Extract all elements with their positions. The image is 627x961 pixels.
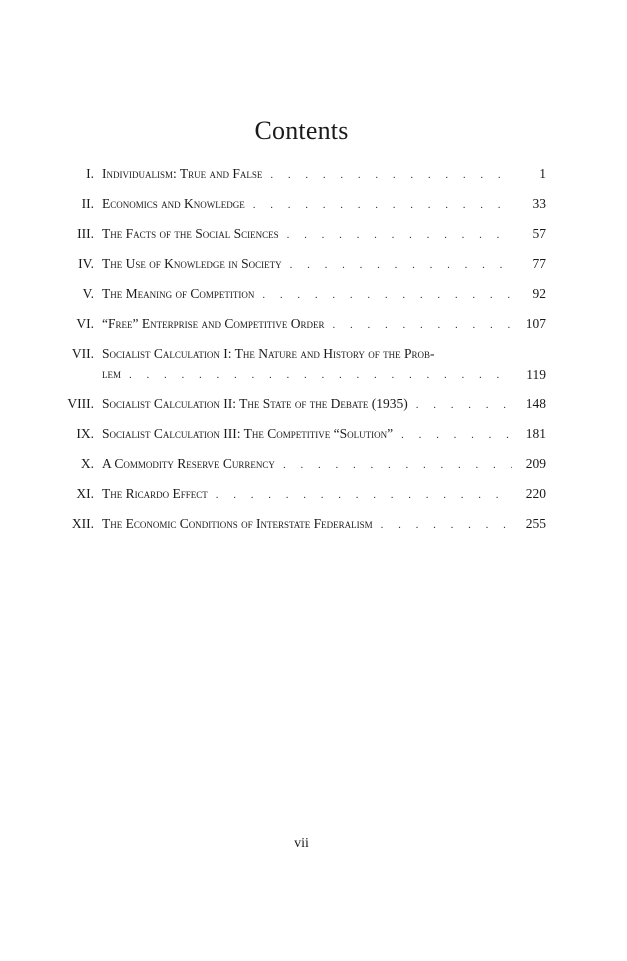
chapter-title-line-1: Socialist Calculation I: The Nature and History of the Prob- xyxy=(102,346,435,361)
toc-entry[interactable] xyxy=(56,344,546,385)
page-number: 1 xyxy=(539,166,546,181)
toc-entry[interactable] xyxy=(56,454,546,475)
toc-entry[interactable] xyxy=(56,194,546,215)
toc-entry[interactable] xyxy=(56,284,546,305)
chapter-number: IV. xyxy=(78,256,94,271)
page-number: 220 xyxy=(525,486,546,501)
chapter-title: The Facts of the Social Sciences xyxy=(102,226,279,241)
chapter-title: The Ricardo Effect xyxy=(102,486,208,501)
toc-entry[interactable] xyxy=(56,394,546,415)
toc-entry[interactable] xyxy=(56,484,546,505)
table-of-contents xyxy=(56,164,546,544)
dot-leader xyxy=(325,315,513,335)
page-title: Contents xyxy=(254,116,349,145)
page-number: 209 xyxy=(525,456,546,471)
chapter-number: VIII. xyxy=(67,396,94,411)
chapter-number: VI. xyxy=(76,316,94,331)
dot-leader xyxy=(208,485,512,505)
chapter-title: Socialist Calculation III: The Competitive “Solution” xyxy=(102,426,394,441)
dot-leader xyxy=(393,425,512,445)
toc-entry[interactable] xyxy=(56,254,546,275)
chapter-title: The Economic Conditions of Interstate Federalism xyxy=(102,516,373,531)
dot-leader xyxy=(408,395,512,415)
chapter-title-line-2: lem xyxy=(102,366,121,381)
page-number: 107 xyxy=(525,316,546,331)
page-number: 92 xyxy=(532,286,546,301)
page-number: 255 xyxy=(525,516,546,531)
page-number: 148 xyxy=(525,396,546,411)
chapter-title: Individualism: True and False xyxy=(102,166,263,181)
toc-entry[interactable] xyxy=(56,164,546,185)
chapter-title: The Meaning of Competition xyxy=(102,286,255,301)
chapter-number: X. xyxy=(80,456,94,471)
chapter-number: III. xyxy=(77,226,94,241)
dot-leader xyxy=(282,255,512,275)
chapter-number: VII. xyxy=(71,346,94,361)
chapter-title: “Free” Enterprise and Competitive Order xyxy=(102,316,325,331)
page-number: 181 xyxy=(525,426,546,441)
chapter-title: Economics and Knowledge xyxy=(102,196,245,211)
chapter-number: II. xyxy=(81,196,94,211)
page-folio: vii xyxy=(294,836,309,851)
toc-entry[interactable] xyxy=(56,424,546,445)
chapter-title: Socialist Calculation II: The State of the Debate (1935) xyxy=(102,396,408,411)
toc-entry[interactable] xyxy=(56,224,546,245)
toc-entry[interactable] xyxy=(56,514,546,535)
chapter-number: XII. xyxy=(71,516,94,531)
dot-leader xyxy=(279,225,512,245)
dot-leader xyxy=(373,515,512,535)
page-number: 77 xyxy=(532,256,546,271)
chapter-title: The Use of Knowledge in Society xyxy=(102,256,282,271)
dot-leader xyxy=(262,165,512,185)
chapter-number: V. xyxy=(82,286,94,301)
page-number: 57 xyxy=(532,226,546,241)
chapter-number: I. xyxy=(86,166,94,181)
dot-leader xyxy=(275,455,512,475)
page-number: 33 xyxy=(532,196,546,211)
chapter-title: A Commodity Reserve Currency xyxy=(102,456,275,471)
dot-leader xyxy=(254,285,512,305)
toc-entry[interactable] xyxy=(56,314,546,335)
dot-leader xyxy=(121,365,512,385)
dot-leader xyxy=(245,195,512,215)
chapter-number: XI. xyxy=(76,486,94,501)
page-number: 119 xyxy=(526,367,546,382)
chapter-number: IX. xyxy=(76,426,94,441)
